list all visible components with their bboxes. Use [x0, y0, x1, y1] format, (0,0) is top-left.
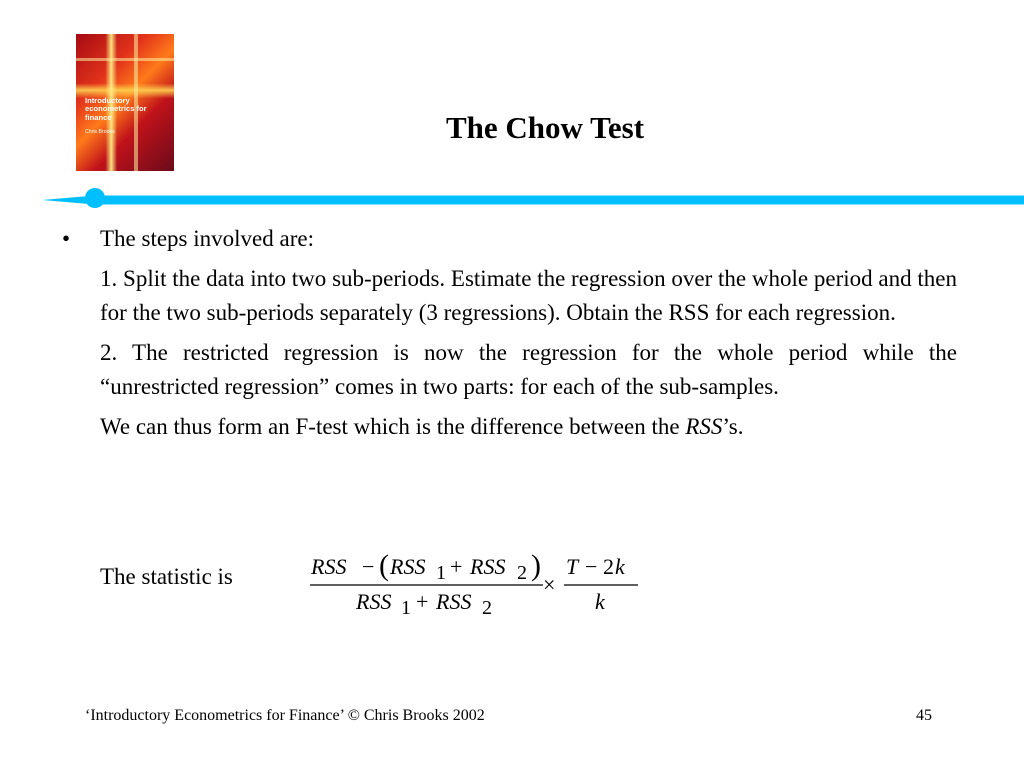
formula-sub-2: 2 — [517, 562, 527, 584]
bullet-icon: • — [62, 226, 71, 251]
formula-minus: − — [362, 554, 375, 579]
page-number: 45 — [916, 707, 932, 724]
formula-k: k — [615, 554, 625, 579]
statistic-label: The statistic is — [100, 564, 233, 589]
ftest-note-rss: RSS — [685, 414, 723, 439]
formula-rss: RSS — [311, 554, 347, 579]
bullet-item — [62, 222, 957, 256]
rule-bar — [42, 196, 1024, 205]
formula-den-rss-1: RSS — [356, 589, 392, 614]
formula-minus-2: − — [585, 554, 598, 579]
step-2-text: 2. The restricted regression is now the regression for the whole period while the “unrestricted regression” comes in two parts: for each of the sub-samples. — [100, 340, 957, 399]
formula-den-k: k — [595, 589, 605, 614]
book-cover-image — [76, 34, 174, 171]
title-underline-rule — [0, 180, 1024, 216]
footer-citation: ‘Introductory Econometrics for Finance’ © Chris Brooks 2002 — [85, 707, 485, 724]
cover-title: Introductory econometrics for finance — [85, 96, 147, 122]
formula-plus: + — [450, 554, 463, 579]
slide-body — [62, 222, 957, 444]
rule-dot — [85, 188, 105, 208]
ftest-note-after: ’s. — [722, 414, 744, 439]
formula-rss-2: RSS — [470, 554, 506, 579]
formula-two: 2 — [603, 554, 614, 579]
formula-den-plus: + — [416, 589, 429, 614]
slide-title: The Chow Test — [445, 110, 645, 145]
ftest-note-before: We can thus form an F-test which is the difference between the — [100, 414, 686, 439]
cover-author: Chris Brooks — [85, 129, 115, 135]
step-1-text: 1. Split the data into two sub-periods. Estimate the regression over the whole period and then for the two sub-periods separately (3 regressions). Obtain the RSS for each regression. — [100, 266, 957, 325]
formula-t: T — [566, 554, 579, 579]
formula-rparen: ) — [531, 549, 541, 582]
formula-den-sub-1: 1 — [401, 597, 411, 619]
bullet-text: The steps involved are: — [100, 226, 314, 251]
formula-times: × — [543, 572, 556, 597]
chow-statistic-formula — [300, 540, 660, 630]
formula-lparen: ( — [379, 549, 389, 582]
formula-rss-1: RSS — [390, 554, 426, 579]
formula-sub-1: 1 — [436, 562, 446, 584]
formula-den-sub-2: 2 — [482, 597, 492, 619]
cover-stripe — [76, 58, 174, 61]
formula-den-rss-2: RSS — [436, 589, 472, 614]
ftest-note — [100, 410, 957, 444]
